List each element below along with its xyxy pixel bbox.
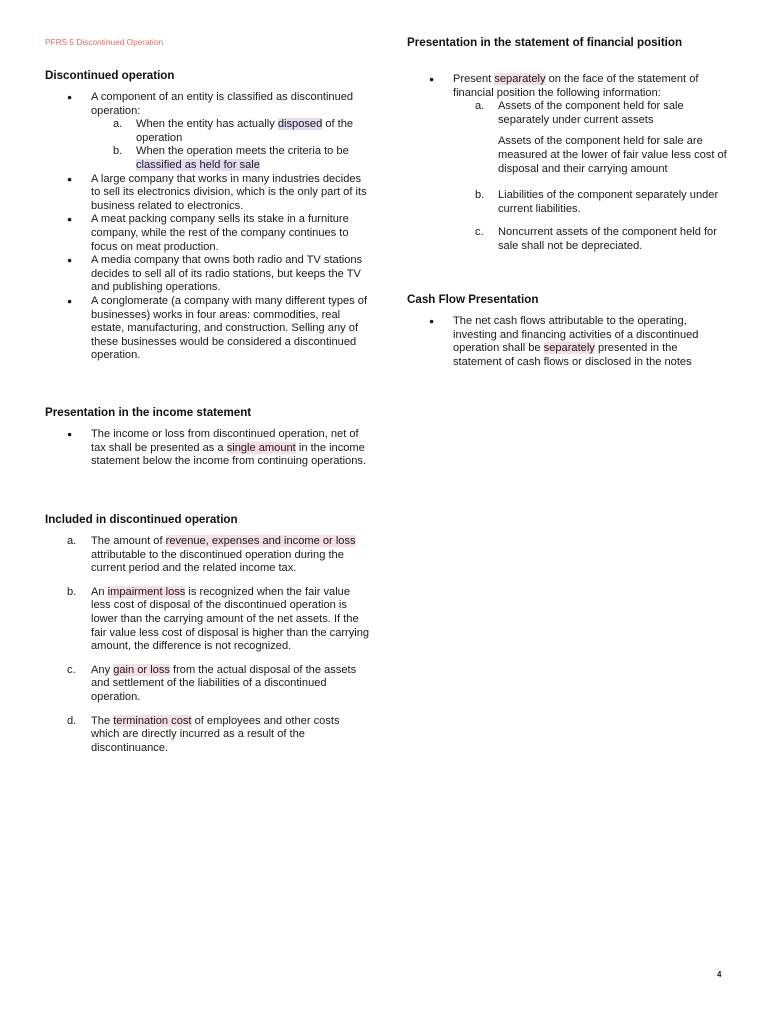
list-item: c. Noncurrent assets of the component held for sale shall not be depreciated. xyxy=(475,226,717,252)
section-heading-discontinued-operation: Discontinued operation xyxy=(45,69,175,82)
page-number: 4 xyxy=(717,970,722,979)
list-item xyxy=(45,91,370,173)
list-item: ● A large company that works in many industries decides to sell its electronics division, which is the only part of its business related to electronics. xyxy=(45,173,370,214)
section-heading-income-statement: Presentation in the income statement xyxy=(45,406,252,419)
highlight: gain or loss xyxy=(113,663,170,676)
financial-position-sublist xyxy=(453,100,727,253)
bullet-text: A component of an entity is classified as discontinued operation: xyxy=(91,91,354,117)
included-lettered-list xyxy=(45,535,370,755)
list-item: b. Liabilities of the component separately under current liabilities. xyxy=(475,189,719,215)
section-heading-included: Included in discontinued operation xyxy=(45,513,238,526)
criteria-sublist xyxy=(91,118,370,172)
measurement-paragraph: Assets of the component held for sale are measured at the lower of fair value less cost of disposal and their carrying amount xyxy=(498,135,727,175)
highlight: revenue, expenses and income or loss xyxy=(165,535,356,547)
list-item: ● Present separately on the face of the statement of financial position the following information: a. Assets of the component held for sale separately under current assets Assets of the component held for sale are measured at the lower of fair value less cost of disposal and their carrying amount b. Liabilities of the component separately under current liabilities. c. Noncurrent assets of the component held for sale shall not be depreciated. xyxy=(407,73,727,254)
highlight: disposed xyxy=(277,118,323,131)
list-item: ● A conglomerate (a company with many different types of businesses) works in four areas: commodities, real estate, manufacturing, and construction. Selling any of these businesses would be considered a discontinued operation. xyxy=(45,295,370,363)
income-bullet-list xyxy=(45,428,370,469)
list-item: c. Any gain or loss from the actual disposal of the assets and settlement of the liabilities of a discontinued operation. xyxy=(67,663,357,703)
list-item: a. The amount of revenue, expenses and income or loss attributable to the discontinued operation during the current period and the related income tax. xyxy=(67,535,356,575)
financial-position-list xyxy=(407,73,727,254)
header-note: PFRS 5 Discontinued Operation xyxy=(45,37,164,47)
list-item: d. The termination cost of employees and other costs which are directly incurred as a result of the discontinuance. xyxy=(67,714,340,754)
list-item: a. When the entity has actually disposed of the operation xyxy=(113,118,354,144)
discontinued-bullet-list xyxy=(45,91,370,363)
section-heading-cash-flow: Cash Flow Presentation xyxy=(407,293,539,306)
list-item: ● A meat packing company sells its stake in a furniture company, while the rest of the company continues to focus on meat production. xyxy=(45,213,370,254)
list-item: a. Assets of the component held for sale separately under current assets Assets of the component held for sale are measured at the lower of fair value less cost of disposal and their carrying amount xyxy=(475,100,727,175)
list-item: ● The income or loss from discontinued operation, net of tax shall be presented as a single amount in the income statement below the income from continuing operations. xyxy=(45,428,370,469)
list-item: ● The net cash flows attributable to the operating, investing and financing activities of a discontinued operation shall be separately presented in the statement of cash flows or disclosed in the notes xyxy=(407,315,727,369)
highlight: impairment loss xyxy=(107,585,186,598)
list-item: ● A media company that owns both radio and TV stations decides to sell all of its radio stations, but keeps the TV and publishing operations. xyxy=(45,254,370,295)
highlight: termination cost xyxy=(113,714,192,727)
section-heading-financial-position: Presentation in the statement of financial position xyxy=(407,36,683,49)
highlight: separately xyxy=(543,342,595,355)
list-item: b. An impairment loss is recognized when the fair value less cost of disposal of the discontinued operation is lower than the carrying amount of the net assets. If the fair value less cost of disposal is higher than the carrying amount, the difference is not recognized. xyxy=(67,585,370,653)
highlight: separately xyxy=(494,73,546,85)
cash-flow-list xyxy=(407,315,727,369)
highlight: single amount xyxy=(226,441,296,454)
highlight: classified as held for sale xyxy=(136,158,260,171)
list-item: b. When the operation meets the criteria to be classified as held for sale xyxy=(113,145,349,171)
